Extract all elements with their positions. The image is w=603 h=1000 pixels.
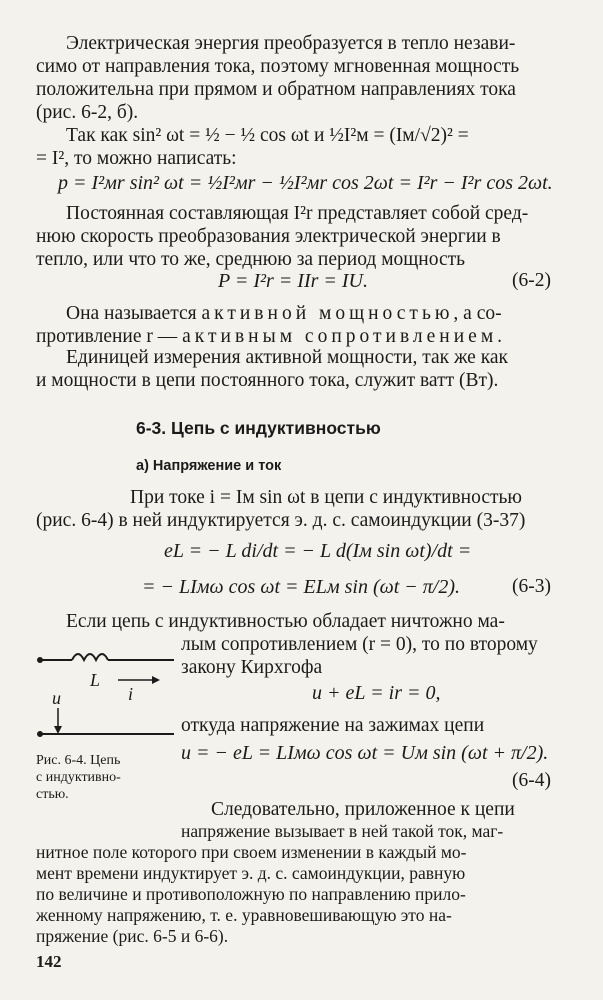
paragraph-inductance-current: При токе i = Iм sin ωt в цепи с индуктивностью (рис. 6-4) в ней индуктируется э. д. с. самоиндукции (3-37)	[36, 487, 526, 531]
current-arrow-head	[152, 676, 160, 684]
formula-self-induction-emf: eL = − L di/dt = − L d(Iм sin ωt)/dt =	[164, 540, 472, 562]
equation-number-6-3: (6-3)	[512, 576, 551, 597]
term-active-power: активной мощностью	[201, 303, 454, 324]
paragraph-conclusion: Следовательно, приложенное к цепи напряжение вызывает в ней такой ток, маг- нитное поле которого при своем изменении в каждый мо- мент времени индуктирует э. д. с. самоиндукции, равную по величине и противоположную по направлению прило- женному напряжению, т. е. уравновешивающую это на- пряжение (рис. 6-5 и 6-6).	[36, 799, 515, 946]
formula-kirchhoff: u + eL = ir = 0,	[312, 682, 441, 704]
paragraph-terminal-voltage: откуда напряжение на зажимах цепи	[181, 715, 485, 736]
paragraph-sin-identity: Так как sin² ωt = ½ − ½ cos ωt и ½I²м = (Iм/√2)² = = I², то можно написать:	[36, 125, 469, 169]
section-heading: 6-3. Цепь с индуктивностью	[136, 418, 381, 438]
paragraph-active-power: Она называется активной мощностью, а со- противление r — активным сопротивлением.	[36, 303, 507, 347]
formula-6-4: u = − eL = LIмω cos ωt = Uм sin (ωt + π/2).	[181, 742, 549, 764]
term-active-resistance: активным сопротивлением.	[182, 326, 507, 347]
formula-self-induction-emf-result: = − LIмω cos ωt = ELм sin (ωt − π/2).	[142, 576, 461, 598]
figure-caption: Рис. 6-4. Цепь с индуктивно- стью.	[36, 753, 121, 802]
equation-number-6-2: (6-2)	[512, 270, 551, 291]
formula-instant-power: p = I²мr sin² ωt = ½I²мr − ½I²мr cos 2ωt = I²r − I²r cos 2ωt.	[58, 172, 553, 194]
paragraph-constant-component: Постоянная составляющая I²r представляет собой сред- нюю скорость преобразования электрической энергии в тепло, или что то же, среднюю за период мощность	[36, 203, 529, 270]
inductor-coil	[72, 654, 108, 660]
current-label: i	[128, 684, 134, 704]
formula-6-2: P = I²r = IIr = IU.	[218, 270, 368, 292]
figure-inductive-circuit	[32, 650, 182, 740]
inductance-label: L	[90, 670, 101, 690]
subsection-heading: а) Напряжение и ток	[136, 458, 282, 474]
voltage-label: u	[52, 688, 61, 708]
equation-number-6-4: (6-4)	[512, 770, 551, 791]
paragraph-energy-conversion: Электрическая энергия преобразуется в тепло незави- симо от направления тока, поэтому мгновенная мощность положительна при прямом и обратном направлениях тока (рис. 6-2, б).	[36, 33, 520, 123]
paragraph-zero-resistance: Если цепь с индуктивностью обладает ничтожно ма- лым сопротивлением (r = 0), то по второму закону Кирхгофа	[66, 611, 538, 678]
voltage-arrow-head	[54, 726, 62, 734]
paragraph-watt: Единицей измерения активной мощности, так же как и мощности в цепи постоянного тока, служит ватт (Вт).	[36, 347, 509, 391]
page-number: 142	[36, 952, 62, 971]
